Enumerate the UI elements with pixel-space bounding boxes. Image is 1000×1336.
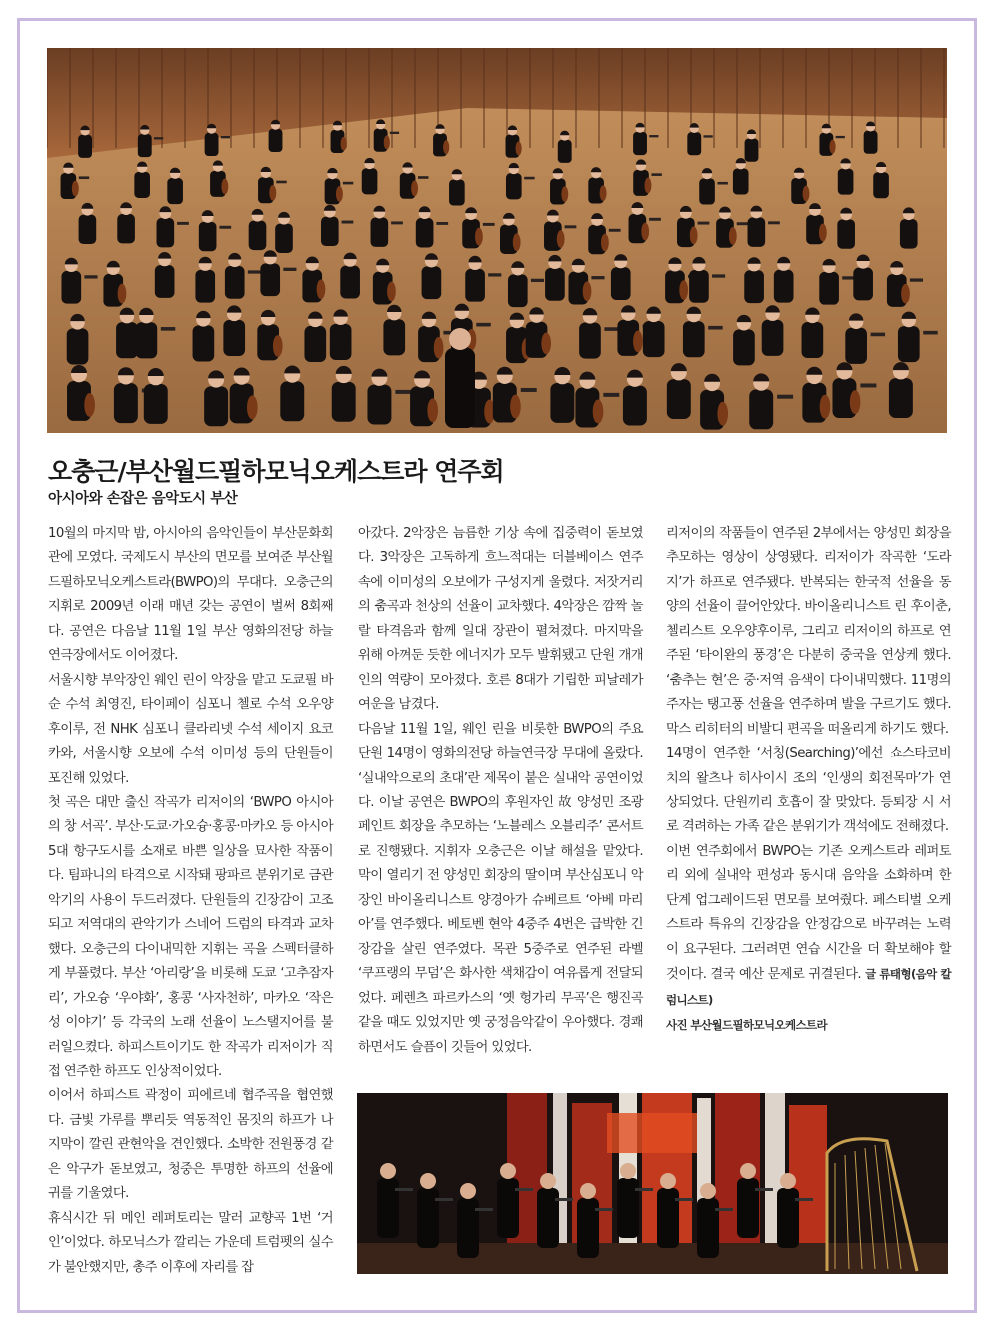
- musician: [819, 272, 839, 305]
- musician: [134, 172, 150, 198]
- musician: [422, 266, 442, 299]
- musician: [506, 173, 522, 199]
- musician: [733, 329, 755, 365]
- ensemble-player: [617, 1178, 639, 1238]
- musician: [138, 134, 152, 157]
- text-column-2: [358, 522, 643, 1060]
- musician: [157, 218, 175, 247]
- ensemble-player: [457, 1198, 479, 1258]
- paragraph: 서울시향 부악장인 웨인 린이 악장을 맡고 도쿄필 바순 수석 최영진, 타이페이 심포니 첼로 수석 오우양후이루, 전 NHK 심포니 클라리넷 수석 세이지 요코카와, 서울시향 오보에 수석 이미성 등의 단원들이 포진해 있었다.: [48, 672, 333, 786]
- musician: [304, 326, 326, 362]
- musician: [837, 219, 855, 248]
- musician: [689, 270, 709, 303]
- musician: [633, 132, 647, 155]
- musician: [136, 322, 158, 358]
- musician: [67, 328, 89, 364]
- musician: [643, 321, 665, 357]
- musician: [558, 140, 572, 163]
- paragraph: 첫 곡은 대만 출신 작곡가 리저이의 ‘BWPO 아시아의 창 서곡’. 부산·도쿄·가오슝·홍콩·마카오 등 아시아 5대 항구도시를 소재로 바쁜 일상을 묘사한 작품이다. 팀파니의 타격으로 시작돼 팡파르 분위기로 금관악기의 사용이 두드러졌다. 단원들의 긴장감이 고조되고 저역대의 관악기가 스네어 드럼의 타격과 교차했다. 오충근의 다이내믹한 지휘는 곡을 스펙터클하게 부풀렸다. 부산 ‘아리랑’을 비롯해 도쿄 ‘고추잠자리’, 가오슝 ‘우야화’, 홍콩 ‘사자천하’, 마카오 ‘작은 성 이야기’ 등 각국의 노래 선율이 노스탤지어를 불러일으켰다. 하피스트이기도 한 작곡가 리저이가 직접 연주한 하프도 인상적이었다.: [48, 794, 333, 1079]
- musician: [275, 224, 293, 253]
- musician: [508, 274, 528, 307]
- ensemble-player: [417, 1188, 439, 1248]
- musician: [321, 217, 339, 246]
- musician: [332, 382, 356, 422]
- musician: [416, 218, 434, 247]
- musician: [465, 269, 485, 302]
- text-column-3: [666, 522, 951, 1038]
- musician: [683, 321, 705, 357]
- musician: [733, 168, 749, 194]
- musician: [223, 320, 245, 356]
- musician: [330, 324, 352, 360]
- musician: [260, 263, 280, 296]
- musician: [79, 215, 97, 244]
- musician: [545, 268, 565, 301]
- ensemble-player: [377, 1178, 399, 1238]
- ensemble-player: [577, 1198, 599, 1258]
- conductor: [445, 348, 475, 428]
- musician: [383, 319, 405, 355]
- musician: [340, 266, 360, 299]
- musician: [204, 386, 228, 426]
- paragraph: 이어서 하피스트 곽정이 피에르네 협주곡을 협연했다. 금빛 가루를 뿌리듯 역동적인 몸짓의 하프가 나지막이 깔린 관현악을 견인했다. 소박한 전원풍경 같은 악구가 돋보였고, 청중은 투명한 하프의 선율에 귀를 기울였다.: [48, 1088, 333, 1202]
- musician: [205, 133, 219, 156]
- musician: [748, 217, 766, 246]
- musician: [280, 381, 304, 421]
- musician: [579, 322, 601, 358]
- ensemble-player: [537, 1188, 559, 1248]
- paragraph: [666, 840, 951, 1013]
- musician: [550, 383, 574, 423]
- musician: [195, 270, 215, 303]
- writer-credit: 글 류태형(음악 칼럼니스트): [666, 967, 951, 1007]
- musician: [449, 179, 465, 205]
- paragraph: 휴식시간 뒤 메인 레퍼토리는 말러 교향곡 1번 ‘거인’이었다. 하모닉스가 깔리는 가운데 트럼펫의 실수가 불안했지만, 총주 이후에 자리를 잡: [48, 1210, 333, 1275]
- ensemble-player: [497, 1178, 519, 1238]
- orchestra-photo: [47, 48, 947, 433]
- musician: [61, 271, 81, 304]
- musician: [762, 320, 784, 356]
- musician: [687, 132, 701, 155]
- musician: [667, 379, 691, 419]
- article-subtitle: 아시아와 손잡은 음악도시 부산: [48, 491, 238, 507]
- musician: [249, 221, 267, 250]
- musician: [78, 135, 92, 158]
- musician: [623, 386, 647, 426]
- paragraph-text: 이번 연주회에서 BWPO는 기존 오케스트라 레퍼토리 외에 실내악 편성과 동시대 음악을 소화하며 한 단계 업그레이드된 면모를 보여줬다. 페스티벌 오케스트라 특유의 긴장감을 안정감으로 바꾸려는 노력이 요구된다. 그러려면 연습 시간을 더 확보해야 할 것이다. 결국 예산 문제로 귀결된다.: [666, 843, 951, 983]
- musician: [117, 214, 135, 243]
- musician: [900, 219, 918, 248]
- musician: [898, 326, 920, 362]
- paragraph: 14명이 연주한 ‘서칭(Searching)’에선 쇼스타코비치의 왈츠나 히사이시 조의 ‘인생의 회전목마’가 연상되었다. 단원끼리 호흡이 잘 맞았다. 등퇴장 시 서로 격려하는 가족 같은 분위기가 객석에도 전해졌다.: [666, 746, 951, 835]
- musician: [362, 168, 378, 194]
- musician: [864, 131, 878, 154]
- musician: [745, 139, 759, 162]
- musician: [744, 270, 764, 303]
- musician: [749, 389, 773, 429]
- ensemble-player: [737, 1178, 759, 1238]
- musician: [144, 384, 168, 424]
- photo-credit: 사진 부산월드필하모닉오케스트라: [666, 1018, 828, 1033]
- chamber-ensemble-photo: [357, 1093, 948, 1274]
- musician: [199, 222, 217, 251]
- musician: [155, 265, 175, 298]
- ensemble-player: [657, 1188, 679, 1248]
- ensemble-player: [777, 1188, 799, 1248]
- musician: [193, 325, 215, 361]
- paragraph: 다음날 11월 1일, 웨인 린을 비롯한 BWPO의 주요 단원 14명이 영화의전당 하늘연극장 무대에 올랐다. ‘실내악으로의 초대’란 제목이 붙은 실내악 공연이었다. 이날 공연은 BWPO의 후원자인 故 양성민 조광페인트 회장을 추모하는 ‘노블레스 오블리주’ 콘서트로 진행됐다. 지휘자 오충근은 이날 해설을 맡았다. 막이 열리기 전 양성민 회장의 딸이며 부산심포니 악장인 바이올리니스트 양경아가 슈베르트 ‘아베 마리아’를 연주했다. 베토벤 현악 4중주 4번은 급박한 긴장감을 살린 연주였다. 목관 5중주로 연주된 라벨 ‘쿠프랭의 무덤’은 화사한 색채감이 여유롭게 전달되었다. 페렌츠 파르카스의 ‘옛 헝가리 무곡’은 행진곡 같을 때도 있었지만 옛 궁정음악같이 우아했다. 경쾌하면서도 슬픔이 깃들어 있었다.: [358, 721, 643, 1055]
- musician: [114, 383, 138, 423]
- musician: [269, 129, 283, 152]
- text-column-1: [48, 522, 333, 1280]
- ensemble-player: [697, 1198, 719, 1258]
- paragraph: 10월의 마지막 밤, 아시아의 음악인들이 부산문화회관에 모였다. 국제도시 부산의 면모를 보여준 부산월드필하모닉오케스트라(BWPO)의 무대다. 오충근의 지휘로 2009년 이래 매년 갖는 공연이 벌써 8회째다. 공연은 다음날 11월 1일 부산 영화의전당 하늘연극장에서도 이어졌다.: [48, 526, 333, 664]
- musician: [802, 322, 824, 358]
- musician: [873, 172, 889, 198]
- musician: [367, 385, 391, 425]
- musician: [371, 218, 389, 247]
- musician: [845, 328, 867, 364]
- musician: [167, 178, 183, 204]
- paragraph: 리저이의 작품들이 연주된 2부에서는 양성민 회장을 추모하는 영상이 상영됐다. 리저이가 작곡한 ‘도라지’가 하프로 연주됐다. 반복되는 한국적 선율을 동양의 선율이 끌어안았다. 바이올리니스트 린 후이춘, 첼리스트 오우양후이루, 그리고 리저이의 하프로 연주된 ‘타이완의 풍경’은 다분히 중국을 연상케 했다. ‘춤추는 현’은 중·저역 음색이 다이내믹했다. 11명의 주자는 탱고풍 선율을 연주하며 발을 구르기도 했다. 막스 리히터의 비발디 편곡을 떠올리게 하기도 했다.: [666, 526, 951, 737]
- musician: [838, 169, 854, 195]
- musician: [225, 266, 245, 299]
- musician: [774, 270, 794, 303]
- musician: [853, 268, 873, 301]
- article-title: 오충근/부산월드필하모닉오케스트라 연주회: [48, 457, 504, 486]
- musician: [699, 178, 715, 204]
- musician: [116, 322, 138, 358]
- musician: [889, 378, 913, 418]
- musician: [611, 267, 631, 300]
- paragraph: 아갔다. 2악장은 늠름한 기상 속에 집중력이 돋보였다. 3악장은 고독하게 흐느적대는 더블베이스 연주 속에 이미성의 오보에가 구성지게 울렸다. 저잣거리의 춤곡과 천상의 선율이 교차했다. 4악장은 깜짝 놀랄 타격음과 함께 일대 장관이 펼쳐졌다. 마지막을 위해 아껴둔 듯한 에너지가 모두 발휘됐고 단원 개개인의 역량이 모아졌다. 호른 8대가 기립한 피날레가 여운을 남겼다.: [358, 526, 643, 713]
